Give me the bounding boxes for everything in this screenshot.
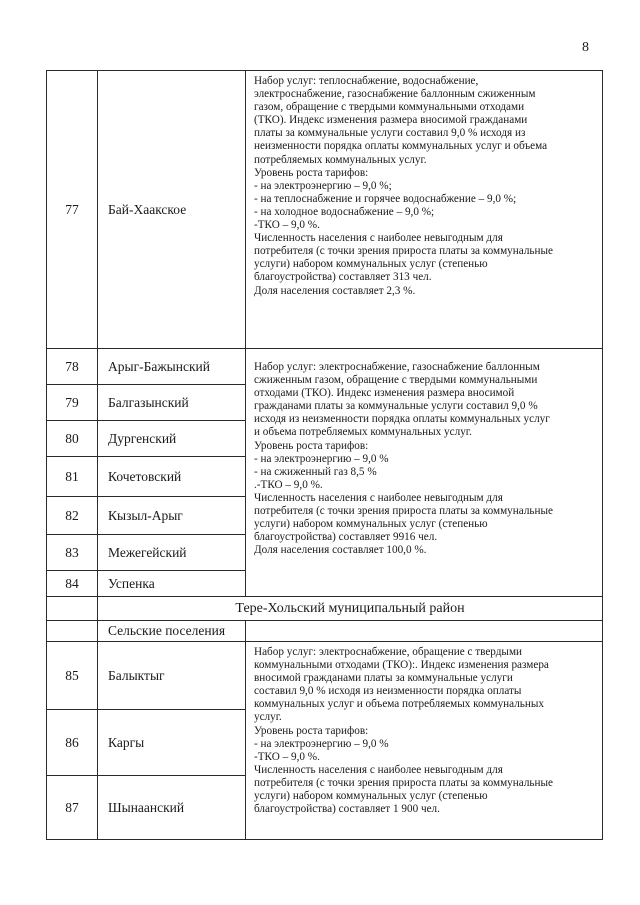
- desc-line: платы за коммунальные услуги составил 9,0 % исходя из: [254, 127, 526, 140]
- desc-line: Набор услуг: электроснабжение, газоснабжение баллонным: [254, 361, 540, 373]
- desc-line: Набор услуг: теплоснабжение, водоснабжение,: [254, 75, 479, 87]
- desc-line: - на электроэнергию – 9,0 %: [254, 737, 389, 750]
- desc-line: отходами (ТКО). Индекс изменения размера вносимой: [254, 387, 515, 400]
- settlement-name: Каргы: [98, 710, 246, 776]
- desc-line: Уровень роста тарифов:: [254, 166, 369, 179]
- desc-line: электроснабжение, газоснабжение баллонным сжиженным: [254, 88, 536, 101]
- service-description: [246, 349, 603, 597]
- table-row: [47, 349, 603, 385]
- desc-line: потребляемых коммунальных услуг.: [254, 153, 427, 166]
- subheader-row: [47, 621, 603, 642]
- row-number: 84: [47, 571, 98, 597]
- row-number: 81: [47, 457, 98, 497]
- row-number: 85: [47, 642, 98, 710]
- settlement-name: Кызыл-Арыг: [98, 497, 246, 535]
- desc-line: потребителя (с точки зрения прироста платы за коммунальные: [254, 505, 553, 518]
- desc-line: составил 9,0 % исходя из неизменности порядка оплаты: [254, 685, 522, 698]
- desc-line: благоустройства) составляет 1 900 чел.: [254, 803, 440, 816]
- desc-line: услуги) набором коммунальных услуг (степенью: [254, 790, 488, 803]
- desc-line: услуги) набором коммунальных услуг (степенью: [254, 518, 488, 531]
- row-number: 82: [47, 497, 98, 535]
- desc-line: Доля населения составляет 2,3 %.: [254, 284, 416, 297]
- desc-line: - на электроэнергию – 9,0 %: [254, 452, 389, 465]
- district-header-row: [47, 597, 603, 621]
- settlement-name: Кочетовский: [98, 457, 246, 497]
- district-title: Тере-Хольский муниципальный район: [98, 597, 603, 621]
- desc-line: газом, обращение с твердыми коммунальными отходами: [254, 101, 525, 114]
- row-number: 86: [47, 710, 98, 776]
- settlement-name: Шынаанский: [98, 776, 246, 840]
- row-number: 77: [47, 71, 98, 349]
- desc-line: услуг.: [254, 711, 282, 724]
- desc-line: исходя из неизменности порядка оплаты коммунальных услуг: [254, 413, 550, 426]
- desc-line: благоустройства) составляет 9916 чел.: [254, 531, 438, 544]
- desc-line: - на холодное водоснабжение – 9,0 %;: [254, 205, 435, 218]
- row-number: 83: [47, 535, 98, 571]
- settlement-name: Успенка: [98, 571, 246, 597]
- settlement-name: Балыктыг: [98, 642, 246, 710]
- service-description: [246, 71, 603, 349]
- desc-line: потребителя (с точки зрения прироста платы за коммунальные: [254, 245, 553, 258]
- settlement-name: Межегейский: [98, 535, 246, 571]
- empty-cell: [47, 621, 98, 642]
- desc-line: -ТКО – 9,0 %.: [254, 219, 320, 232]
- desc-line: коммунальных услуг и объема потребляемых коммунальных: [254, 698, 545, 711]
- row-number: 80: [47, 421, 98, 457]
- desc-line: благоустройства) составляет 313 чел.: [254, 271, 432, 284]
- desc-line: неизменности порядка оплаты коммунальных услуг и объема: [254, 140, 548, 153]
- tariff-table: [46, 70, 603, 840]
- row-number: 79: [47, 385, 98, 421]
- desc-line: услуги) набором коммунальных услуг (степенью: [254, 258, 488, 271]
- desc-line: - на сжиженный газ 8,5 %: [254, 465, 377, 478]
- desc-line: Уровень роста тарифов:: [254, 724, 369, 737]
- desc-line: гражданами платы за коммунальные услуги составил 9,0 %: [254, 400, 538, 413]
- desc-line: сжиженным газом, обращение с твердыми коммунальными: [254, 374, 538, 387]
- settlement-name: Балгазынский: [98, 385, 246, 421]
- desc-line: коммунальными отходами (ТКО):. Индекс изменения размера: [254, 659, 549, 672]
- desc-line: (ТКО). Индекс изменения размера вносимой гражданами: [254, 114, 528, 127]
- desc-line: - на теплоснабжение и горячее водоснабжение – 9,0 %;: [254, 192, 517, 205]
- empty-cell: [47, 597, 98, 621]
- page-number: 8: [582, 40, 589, 55]
- service-description: [246, 642, 603, 840]
- table-row: [47, 642, 603, 710]
- row-number: 87: [47, 776, 98, 840]
- desc-line: Численность населения с наиболее невыгодным для: [254, 232, 503, 245]
- settlements-subheader: Сельские поселения: [98, 621, 246, 642]
- settlement-name: Арыг-Бажынский: [98, 349, 246, 385]
- table-row: [47, 71, 603, 349]
- desc-line: вносимой гражданами платы за коммунальные услуги: [254, 672, 513, 685]
- desc-line: -ТКО – 9,0 %.: [254, 750, 320, 763]
- row-number: 78: [47, 349, 98, 385]
- settlement-name: Бай-Хаакское: [98, 71, 246, 349]
- empty-cell: [246, 621, 603, 642]
- desc-line: Уровень роста тарифов:: [254, 439, 369, 452]
- desc-line: Доля населения составляет 100,0 %.: [254, 544, 427, 557]
- settlement-name: Дургенский: [98, 421, 246, 457]
- desc-line: Численность населения с наиболее невыгодным для: [254, 763, 503, 776]
- desc-line: Набор услуг: электроснабжение, обращение с твердыми: [254, 646, 523, 658]
- desc-line: и объема потребляемых коммунальных услуг.: [254, 426, 472, 439]
- desc-line: - на электроэнергию – 9,0 %;: [254, 179, 392, 192]
- desc-line: .-ТКО – 9,0 %.: [254, 478, 323, 491]
- desc-line: Численность населения с наиболее невыгодным для: [254, 491, 503, 504]
- desc-line: потребителя (с точки зрения прироста платы за коммунальные: [254, 776, 553, 789]
